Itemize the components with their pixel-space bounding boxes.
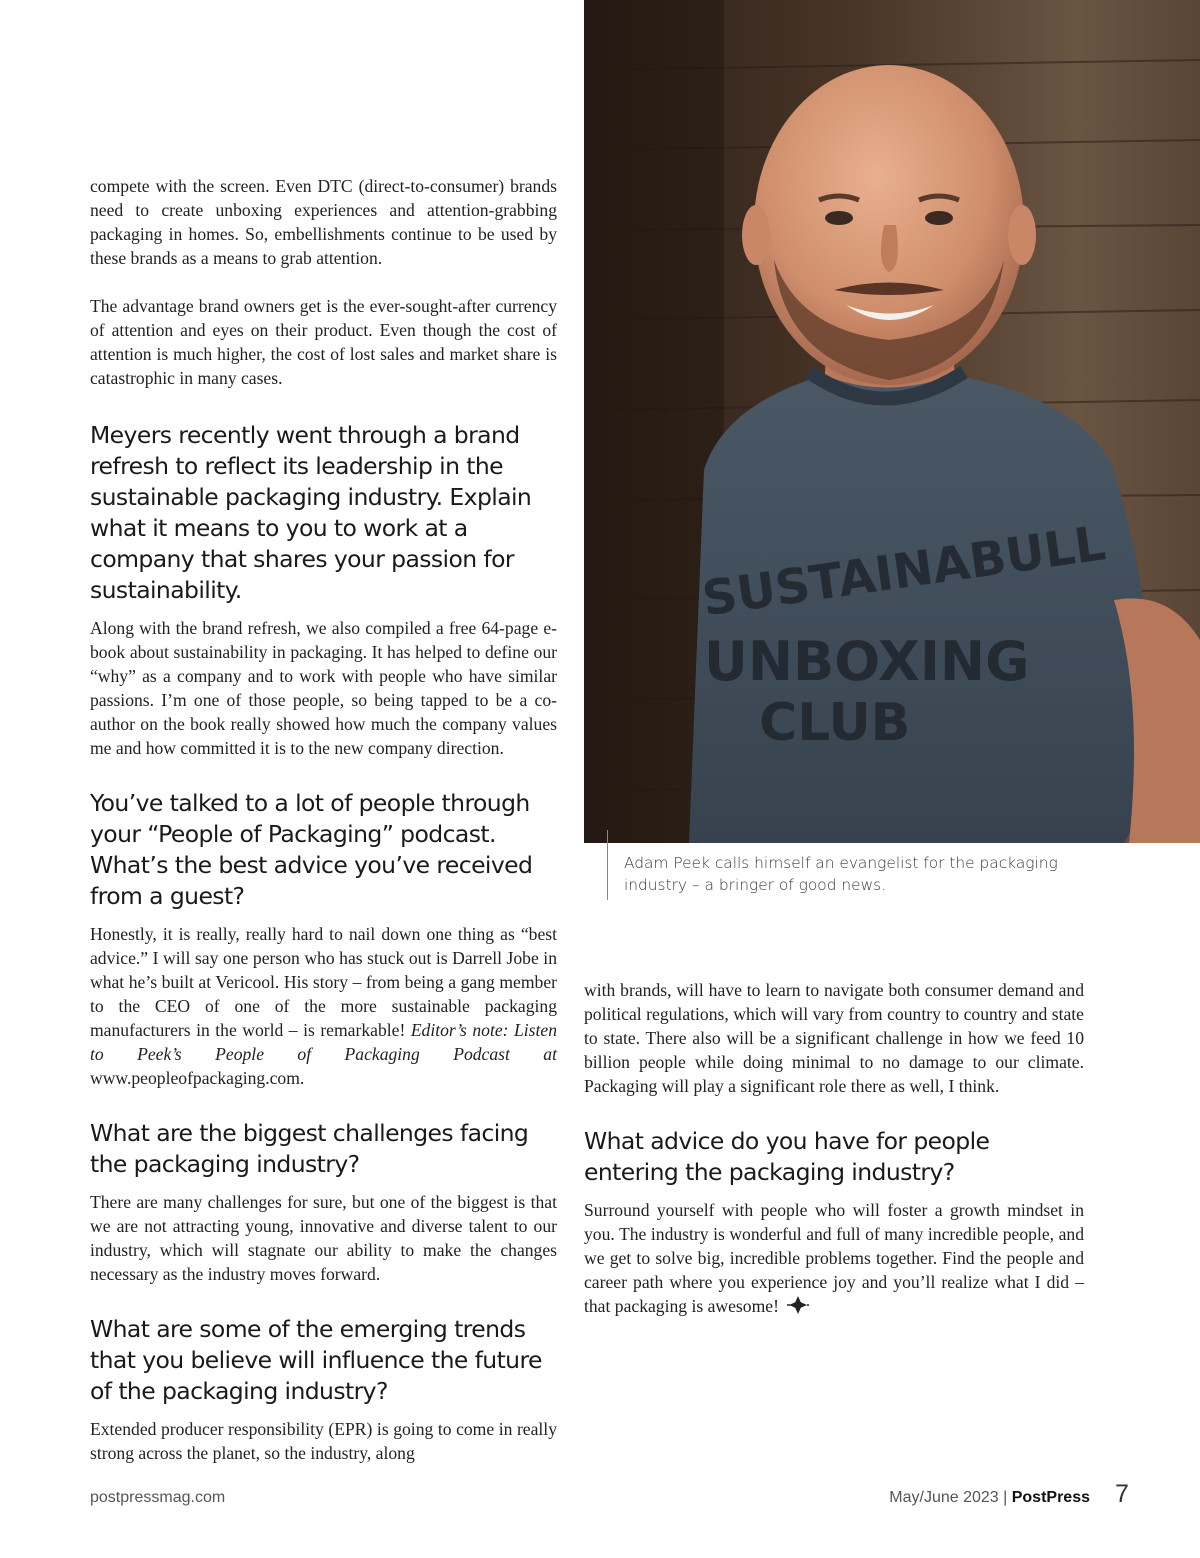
answer-podcast-advice xyxy=(90,922,557,1090)
shirt-text-club: CLUB xyxy=(759,693,911,753)
shirt-text-sustainabull: SUSTAINABULL xyxy=(698,515,1109,628)
footer-issue-info xyxy=(889,1489,1090,1507)
page-number: 7 xyxy=(1115,1480,1129,1508)
paragraph-advantage: The advantage brand owners get is the ever-sought-after currency of attention and eyes on their product. Even though the cost of attention is much higher, the cost of lost sales and market share is catastrophic in many cases. xyxy=(90,296,557,388)
answer-challenges: There are many challenges for sure, but one of the biggest is that we are not attracting young, innovative and diverse talent to our industry, which will stagnate our ability to make the changes necessary as the industry moves forward. xyxy=(90,1192,557,1284)
answer-advice-newcomers xyxy=(584,1198,1084,1322)
photo-caption: Adam Peek calls himself an evangelist for the packaging industry – a bringer of good news. xyxy=(624,854,1058,894)
end-mark-icon xyxy=(787,1294,809,1322)
shirt-text-unboxing: UNBOXING xyxy=(704,630,1030,693)
editors-note: Editor’s note: Listen to Peek’s People of Packaging Podcast at xyxy=(90,1020,558,1064)
answer-brand-refresh: Along with the brand refresh, we also compiled a free 64-page e-book about sustainability in packaging. It has helped to define our “why” as a company and to work with people who have similar passions. I’m one of those people, so being tapped to be a co-author on the book really showed how much the company values me and how committed it is to the new company direction. xyxy=(90,618,557,758)
answer-emerging-trends: Extended producer responsibility (EPR) is going to come in really strong across the planet, so the industry, along xyxy=(90,1419,557,1463)
podcast-url: www.peopleofpackaging.com. xyxy=(90,1068,305,1088)
question-challenges: What are the biggest challenges facing the packaging industry? xyxy=(90,1119,529,1178)
answer-podcast-text: Honestly, it is really, really hard to nail down one thing as “best advice.” I will say one person who has stuck out is Darrell Jobe in what he’s built at Vericool. His story – from being a gang member to the CEO of one of the more sustainable packaging manufacturers in the world – is remarkable! xyxy=(90,924,557,1040)
footer-separator: | xyxy=(1003,1489,1008,1506)
question-advice-newcomers: What advice do you have for people entering the packaging industry? xyxy=(584,1127,990,1186)
question-brand-refresh: Meyers recently went through a brand refresh to reflect its leadership in the sustainable packaging industry. Explain what it means to you to work at a company that shares your passion for sustainability. xyxy=(90,421,532,604)
answer-advice-text: Surround yourself with people who will foster a growth mindset in you. The industry is wonderful and full of many incredible people, and we get to solve big, incredible problems together. Find the people and career path where you experience joy and you’ll realize what I did – that packaging is awesome! xyxy=(584,1200,1084,1316)
footer-magazine-name: PostPress xyxy=(1011,1489,1090,1506)
right-column xyxy=(584,978,1084,1322)
question-podcast-advice: You’ve talked to a lot of people through your “People of Packaging” podcast. What’s the best advice you’ve received from a guest? xyxy=(90,789,533,910)
caption-rule xyxy=(607,830,1088,900)
paragraph-attention-screen: compete with the screen. Even DTC (direct-to-consumer) brands need to create unboxing experiences and attention-grabbing packaging in homes. So, embellishments continue to be used by these brands as a means to grab attention. xyxy=(90,176,557,268)
footer-issue-date: May/June 2023 xyxy=(889,1489,999,1506)
left-column xyxy=(90,174,557,1465)
portrait-photo xyxy=(584,0,1200,843)
answer-emerging-trends-continued: with brands, will have to learn to navigate both consumer demand and political regulations, which will vary from country to country and state to state. There also will be a significant challenge in how we feed 10 billion people while doing minimal to no damage to our climate. Packaging will play a significant role there as well, I think. xyxy=(584,980,1084,1096)
question-emerging-trends: What are some of the emerging trends that you believe will influence the future of the packaging industry? xyxy=(90,1315,542,1405)
footer-website: postpressmag.com xyxy=(90,1489,226,1506)
